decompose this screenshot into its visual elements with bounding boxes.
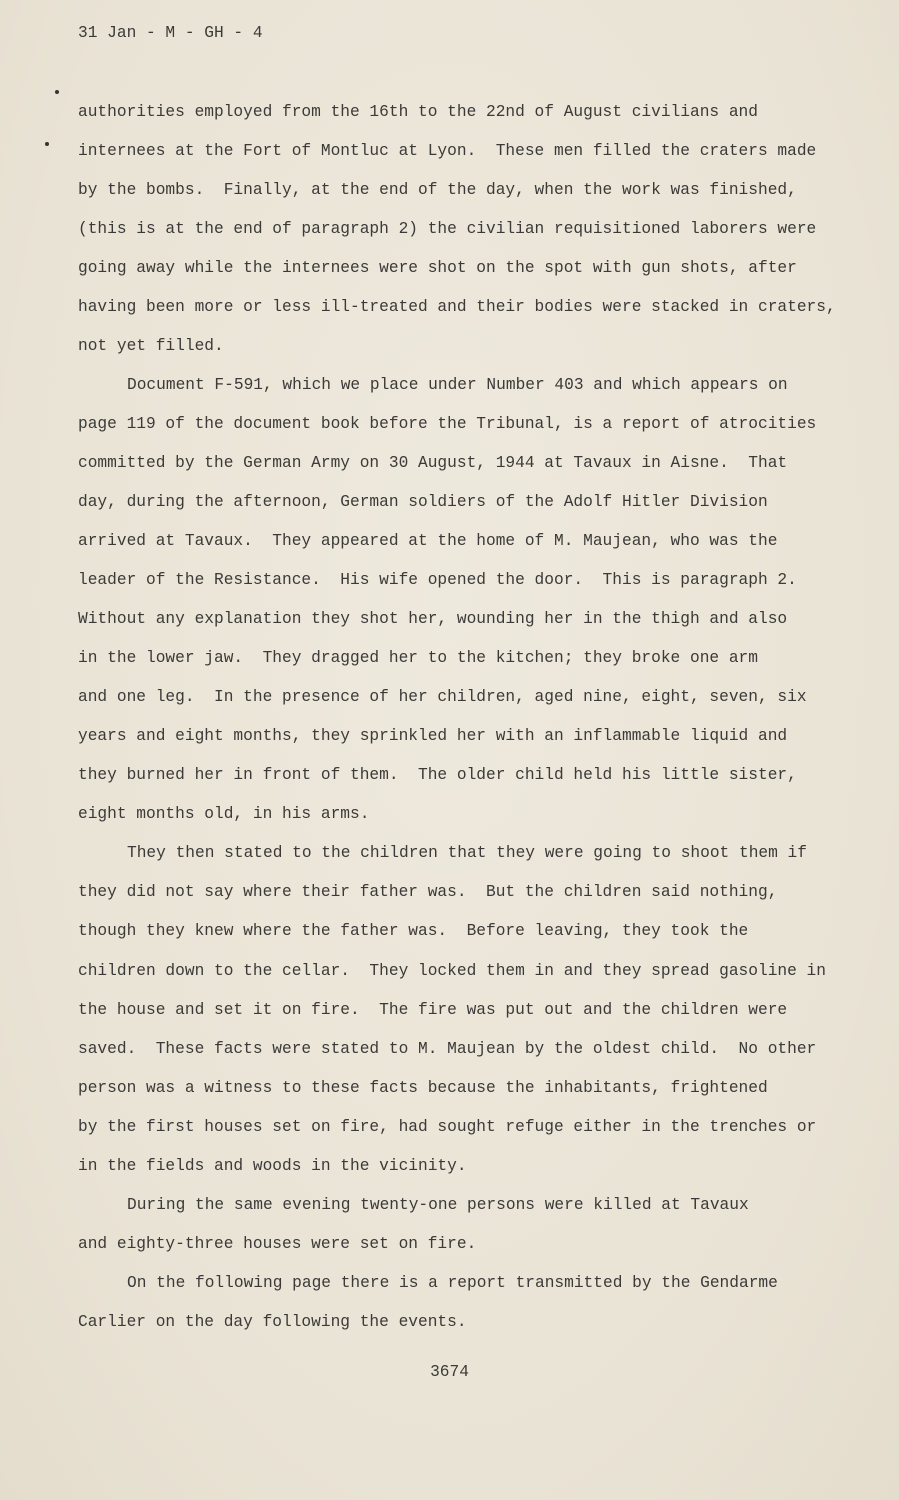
paragraph <box>78 1186 878 1264</box>
text-line: Document F-591, which we place under Number 403 and which appears on <box>127 375 788 394</box>
text-line: and eighty-three houses were set on fire. <box>78 1234 477 1253</box>
text-line: the house and set it on fire. The fire was put out and the children were <box>78 1000 788 1019</box>
text-line: internees at the Fort of Montluc at Lyon. These men filled the craters made <box>78 141 817 160</box>
text-line: going away while the internees were shot on the spot with gun shots, after <box>78 258 797 277</box>
paragraph <box>78 1264 878 1342</box>
text-line: day, during the afternoon, German soldiers of the Adolf Hitler Division <box>78 492 768 511</box>
text-line: in the lower jaw. They dragged her to the kitchen; they broke one arm <box>78 649 758 668</box>
text-line: page 119 of the document book before the Tribunal, is a report of atrocities <box>78 414 817 433</box>
text-line: eight months old, in his arms. <box>78 805 370 824</box>
text-line: Carlier on the day following the events. <box>78 1312 467 1331</box>
document-header: 31 Jan - M - GH - 4 <box>78 24 263 42</box>
text-line: authorities employed from the 16th to the 22nd of August civilians and <box>78 102 758 121</box>
text-line: During the same evening twenty-one persons were killed at Tavaux <box>127 1195 749 1214</box>
paragraph <box>78 366 878 835</box>
text-line: children down to the cellar. They locked them in and they spread gasoline in <box>78 961 826 980</box>
text-line: Without any explanation they shot her, wounding her in the thigh and also <box>78 610 788 629</box>
text-line: though they knew where the father was. Before leaving, they took the <box>78 922 749 941</box>
text-line: (this is at the end of paragraph 2) the civilian requisitioned laborers were <box>78 219 817 238</box>
text-line: arrived at Tavaux. They appeared at the home of M. Maujean, who was the <box>78 532 778 551</box>
text-line: person was a witness to these facts because the inhabitants, frightened <box>78 1078 768 1097</box>
text-line: and one leg. In the presence of her children, aged nine, eight, seven, six <box>78 688 807 707</box>
paragraph <box>78 93 878 366</box>
text-line: by the bombs. Finally, at the end of the day, when the work was finished, <box>78 180 797 199</box>
text-line: They then stated to the children that they were going to shoot them if <box>127 844 807 863</box>
text-line: leader of the Resistance. His wife opened the door. This is paragraph 2. <box>78 571 797 590</box>
text-line: saved. These facts were stated to M. Maujean by the oldest child. No other <box>78 1039 817 1058</box>
text-line: not yet filled. <box>78 336 224 355</box>
text-line: having been more or less ill-treated and their bodies were stacked in craters, <box>78 297 836 316</box>
document-body <box>78 93 878 1343</box>
text-line: in the fields and woods in the vicinity. <box>78 1156 467 1175</box>
text-line: years and eight months, they sprinkled her with an inflammable liquid and <box>78 727 788 746</box>
text-line: committed by the German Army on 30 August, 1944 at Tavaux in Aisne. That <box>78 453 788 472</box>
punch-mark <box>55 90 59 94</box>
paragraph <box>78 834 878 1185</box>
punch-mark <box>45 142 49 146</box>
text-line: they burned her in front of them. The older child held his little sister, <box>78 766 797 785</box>
text-line: they did not say where their father was. But the children said nothing, <box>78 883 778 902</box>
text-line: On the following page there is a report transmitted by the Gendarme <box>127 1273 778 1292</box>
page-number: 3674 <box>430 1363 469 1381</box>
text-line: by the first houses set on fire, had sought refuge either in the trenches or <box>78 1117 817 1136</box>
